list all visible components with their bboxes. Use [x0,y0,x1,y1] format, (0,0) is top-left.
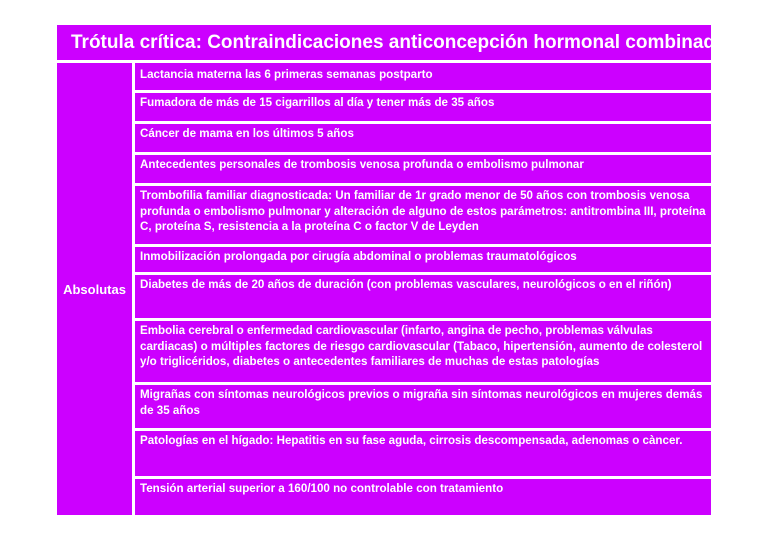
contraindications-table [57,25,726,515]
category-label: Absolutas [63,281,126,297]
title-divider [57,60,711,63]
table-row: Cáncer de mama en los últimos 5 años [140,127,354,140]
table-row: Diabetes de más de 20 años de duración (con problemas vasculares, neurológicos o en el riñón) [140,278,672,291]
table-row: Embolia cerebral o enfermedad cardiovascular (infarto, angina de pecho, problemas válvulas cardiacas) o múltiples factores de riesgo cardiovascular (Tabaco, hipertensión, aumento de colesterol y/o triglicéridos, diabetes o antecedentes familiares de muchas de estas patologías [140,324,703,368]
table-row: Fumadora de más de 15 cigarrillos al día y tener más de 35 años [140,96,495,109]
table-row: Migrañas con síntomas neurológicos previos o migraña sin síntomas neurológicos en mujeres demás de 35 años [140,388,703,417]
table-row: Trombofilia familiar diagnosticada: Un familiar de 1r grado menor de 50 años con trombosis venosa profunda o embolismo pulmonar y alteración de alguno de estos parámetros: antitrombina III, proteína C, proteína S, resistencia a la proteína C o factor V de Leyden [140,189,706,233]
table-row: Tensión arterial superior a 160/100 no controlable con tratamiento [140,482,504,495]
table-row: Inmobilización prolongada por cirugía abdominal o problemas traumatológicos [140,250,577,263]
table-row: Antecedentes personales de trombosis venosa profunda o embolismo pulmonar [140,158,584,171]
table-row: Lactancia materna las 6 primeras semanas postparto [140,68,433,81]
table-title: Trótula crítica: Contraindicaciones anticoncepción hormonal combinada [71,32,726,53]
table-row: Patologías en el hígado: Hepatitis en su fase aguda, cirrosis descompensada, adenomas o càncer. [140,434,683,447]
